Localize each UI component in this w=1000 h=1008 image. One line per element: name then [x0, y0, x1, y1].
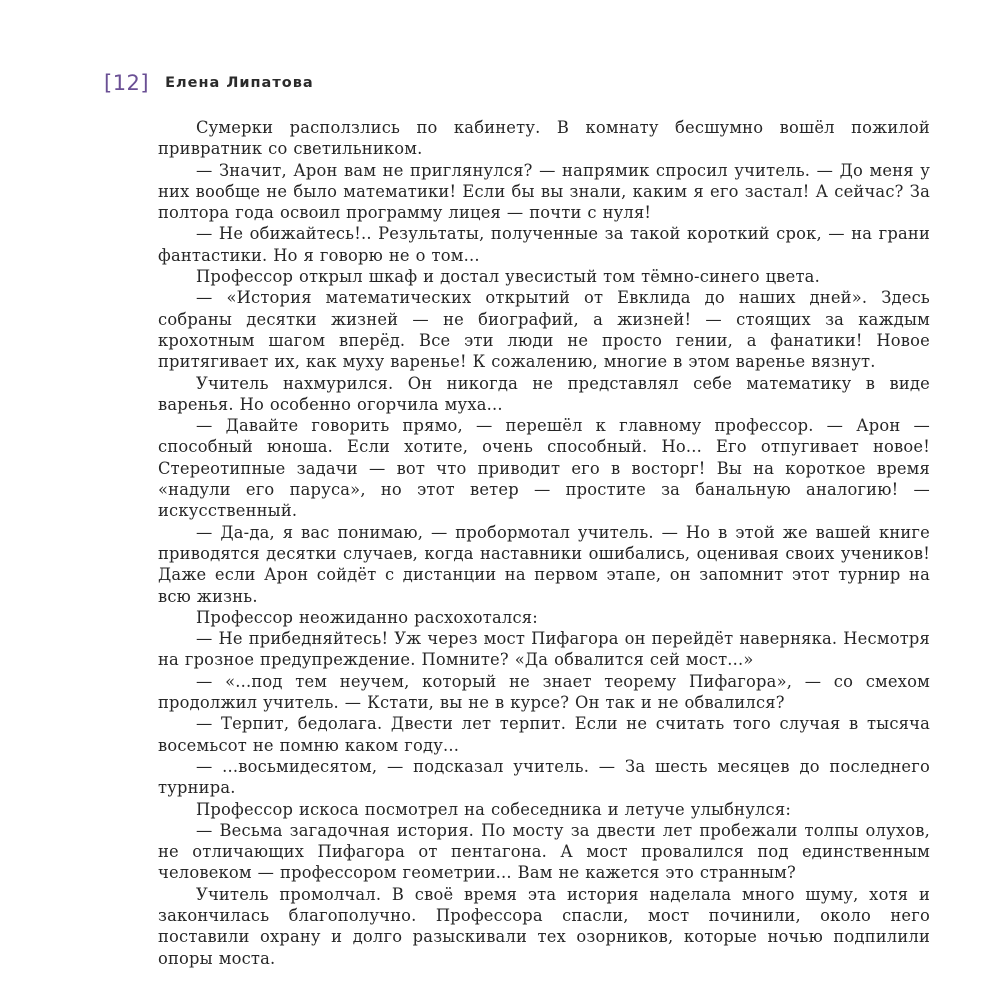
- paragraph: Профессор искоса посмотрел на собеседника и летуче улыбнулся:: [196, 799, 792, 819]
- paragraph: — Весьма загадочная история. По мосту за двести лет пробежали толпы олухов, не отличающих Пифагора от пентагона. А мост провалился под единственным человеком — профессором геометрии... Вам не кажется это странным?: [158, 820, 930, 883]
- paragraph: — Значит, Арон вам не приглянулся? — напрямик спросил учитель. — До меня у них вообще не было математики! Если бы вы знали, каким я его застал! А сейчас? За полтора года освоил программу лицея — почти с нуля!: [158, 160, 930, 223]
- running-head: [104, 68, 314, 98]
- paragraph: — Давайте говорить прямо, — перешёл к главному профессор. — Арон — способный юноша. Если хотите, очень способный. Но... Его отпугивает новое! Стереотипные задачи — вот что приводит его в восторг! Вы на короткое время «надули его паруса», но этот ветер — простите за банальную аналогию! — искусственный.: [158, 416, 930, 521]
- page-number: [12]: [104, 71, 150, 95]
- paragraph: — Терпит, бедолага. Двести лет терпит. Если не считать того случая в тысяча восемьсот не помню каком году...: [158, 714, 930, 755]
- body-text: [158, 117, 930, 969]
- paragraph: — Да-да, я вас понимаю, — пробормотал учитель. — Но в этой же вашей книге приводятся десятки случаев, когда наставники ошибались, оценивая своих учеников! Даже если Арон сойдёт с дистанции на первом этапе, он запомнит этот турнир на всю жизнь.: [158, 522, 930, 606]
- paragraph: — ...восьмидесятом, — подсказал учитель. — За шесть месяцев до последнего турнира.: [158, 756, 930, 798]
- paragraph: Профессор неожиданно расхохотался:: [196, 607, 538, 627]
- paragraph: Профессор открыл шкаф и достал увесистый том тёмно-синего цвета.: [196, 267, 820, 287]
- paragraph: — Не прибедняйтесь! Уж через мост Пифагора он перейдёт наверняка. Несмотря на грозное предупреждение. Помните? «Да обвалится сей мост...»: [158, 629, 930, 670]
- paragraph: — Не обижайтесь!.. Результаты, полученные за такой короткий срок, — на грани фантастики. Но я говорю не о том...: [158, 224, 930, 265]
- paragraph: — «...под тем неучем, который не знает теорему Пифагора», — со смехом продолжил учитель. — Кстати, вы не в курсе? Он так и не обвалился?: [158, 671, 930, 713]
- paragraph: Учитель промолчал. В своё время эта история наделала много шуму, хотя и закончилась благополучно. Профессора спасли, мост починили, около него поставили охрану и долго разыскивали тех озорников, которые ночью подпилили опоры моста.: [158, 884, 930, 968]
- paragraph: — «История математических открытий от Евклида до наших дней». Здесь собраны десятки жизней — не биографий, а жизней! — стоящих за каждым крохотным шагом вперёд. Все эти люди не просто гении, а фанатики! Новое притягивает их, как муху варенье! К сожалению, многие в этом варенье вязнут.: [158, 288, 930, 372]
- paragraph: Учитель нахмурился. Он никогда не представлял себе математику в виде варенья. Но особенно огорчила муха...: [158, 373, 930, 414]
- paragraph: Сумерки расползлись по кабинету. В комнату бесшумно вошёл пожилой привратник со светильником.: [158, 118, 930, 159]
- author-name: Елена Липатова: [165, 75, 314, 91]
